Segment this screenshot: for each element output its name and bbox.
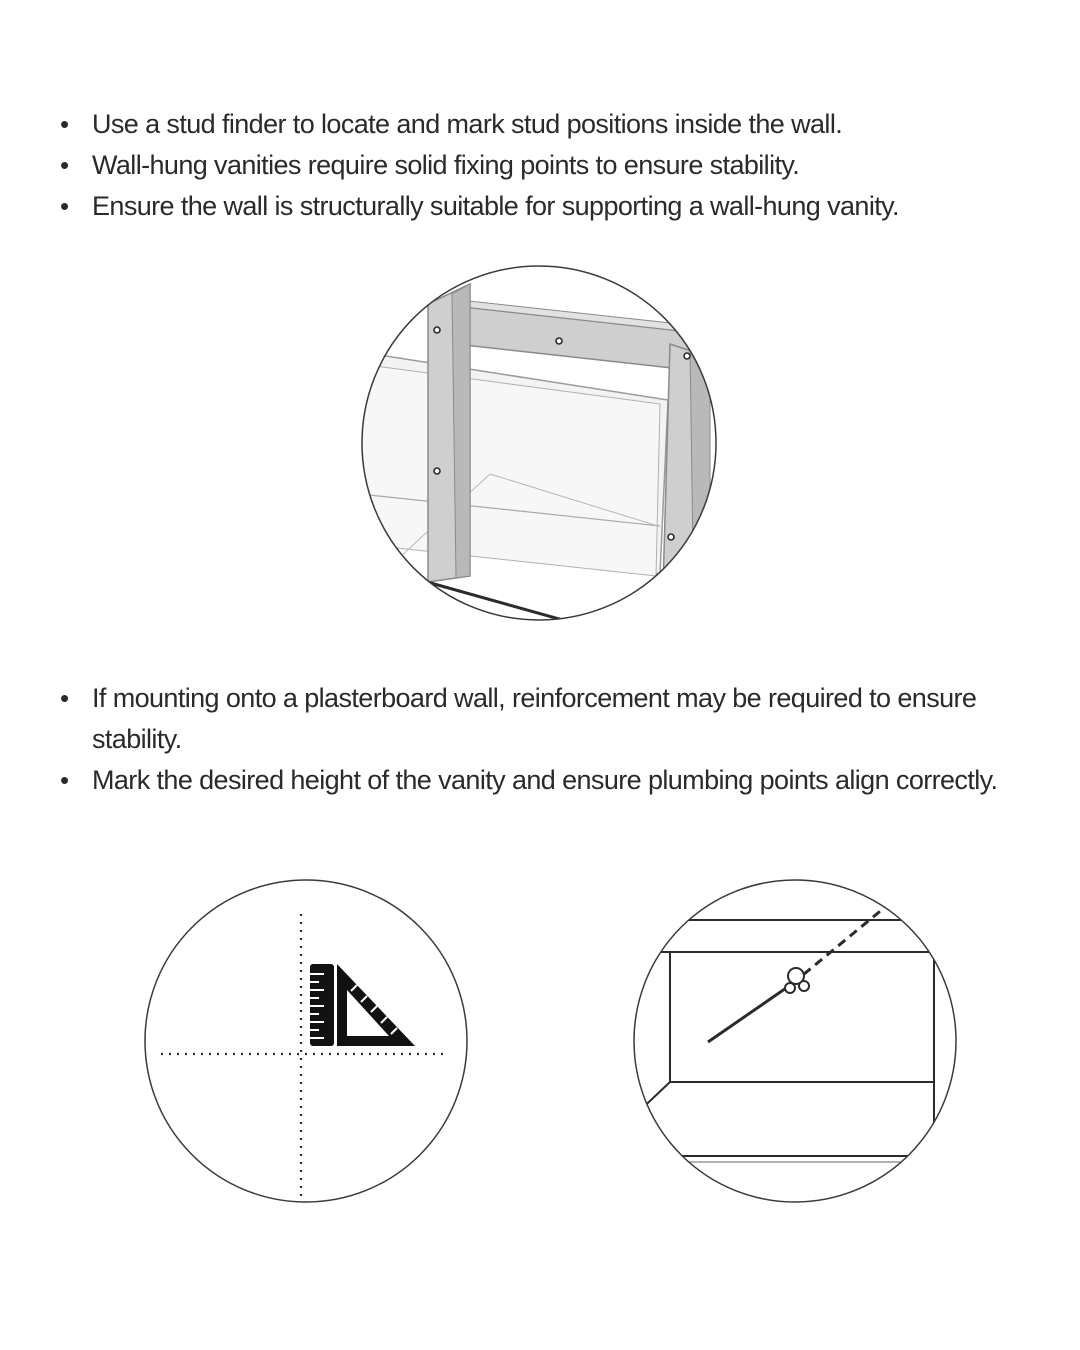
top-instruction-list [92,104,1012,227]
set-square-ruler-icon [143,878,469,1204]
wall-stud-frame-illustration [360,264,718,622]
drilling-illustration [632,878,958,1204]
instruction-item: • Use a stud finder to locate and mark stud positions inside the wall. [92,104,1012,145]
instruction-item: • Mark the desired height of the vanity and ensure plumbing points align correctly. [92,760,1012,801]
instruction-item: • Ensure the wall is structurally suitable for supporting a wall-hung vanity. [92,186,1012,227]
drill-bit-icon [632,878,958,1204]
wall-stud-frame-icon [360,264,718,622]
bottom-instruction-list [92,678,1012,801]
instruction-item: • Wall-hung vanities require solid fixing points to ensure stability. [92,145,1012,186]
instruction-item: • If mounting onto a plasterboard wall, reinforcement may be required to ensure stability. [92,678,1012,760]
marking-height-illustration [143,878,469,1204]
